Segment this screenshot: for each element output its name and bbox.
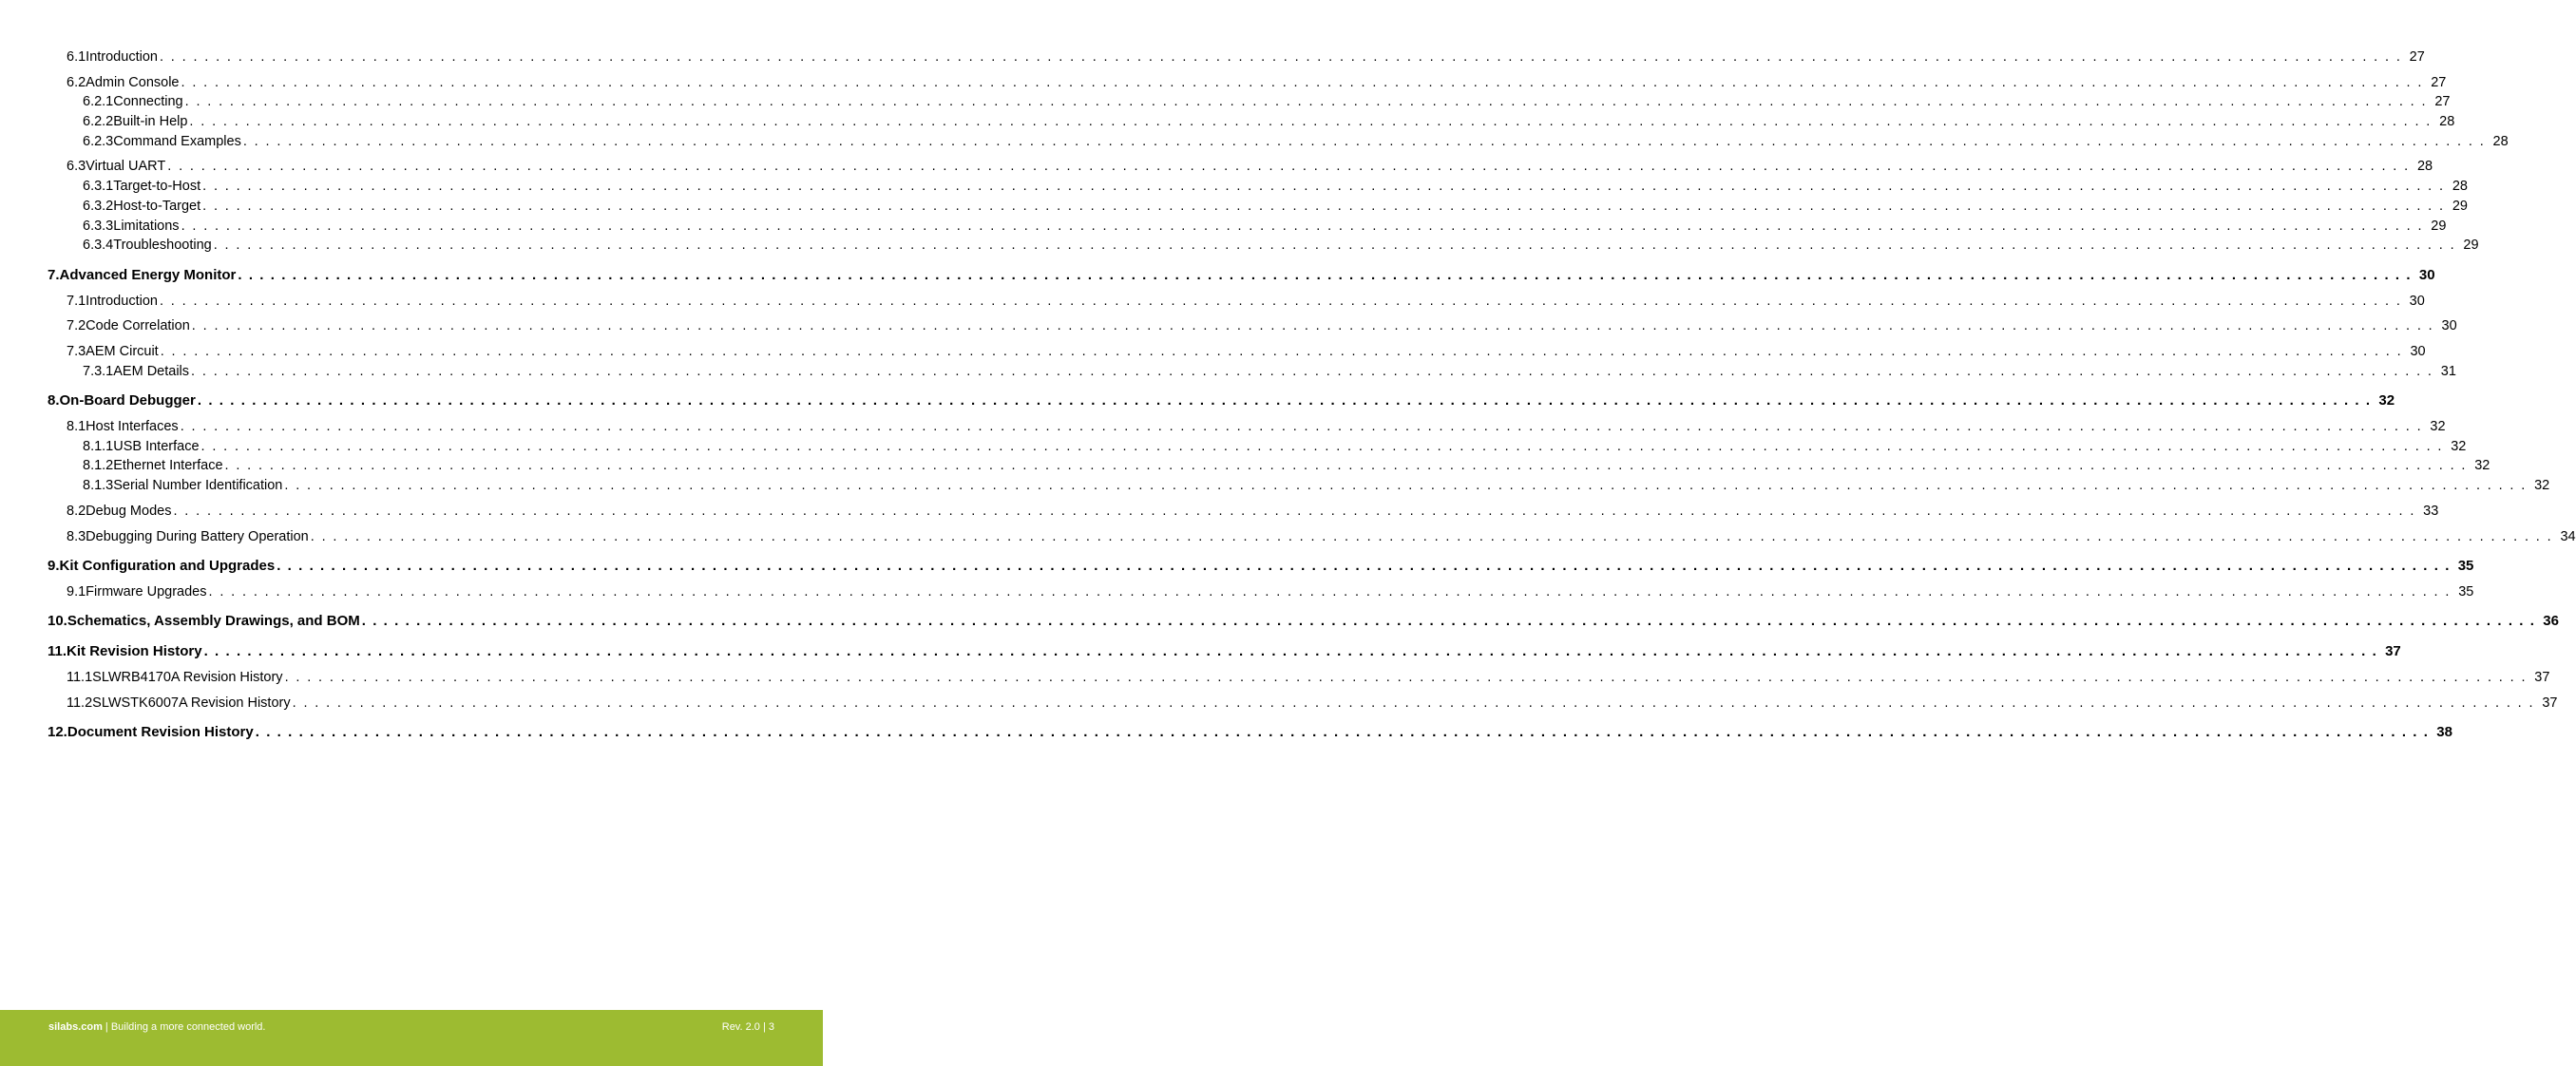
toc-entry-page[interactable]: 30: [2418, 267, 2435, 283]
toc-dot-leader: ........................................................................................................................................................................................................: [200, 439, 2450, 454]
toc-entry[interactable]: [67, 48, 2425, 66]
toc-dot-leader: ........................................................................................................................................................................................................: [180, 419, 2429, 434]
toc-entry-title[interactable]: AEM Circuit: [86, 344, 159, 359]
toc-entry[interactable]: [67, 158, 2433, 175]
toc-entry-page[interactable]: 32: [2451, 439, 2467, 454]
toc-entry-title[interactable]: Kit Configuration and Upgrades: [59, 558, 276, 574]
toc-dot-leader: ........................................................................................................................................................................................................: [284, 670, 2533, 685]
toc-entry-number: 8.1.2: [83, 458, 114, 473]
toc-dot-leader: ........................................................................................................................................................................................................: [159, 294, 2408, 309]
toc-entry-title[interactable]: Target-to-Host: [113, 179, 201, 194]
toc-entry[interactable]: [83, 198, 2468, 215]
footer-tagline: | Building a more connected world.: [102, 1021, 266, 1033]
toc-entry-number: 9.: [48, 558, 60, 574]
footer-branding: [48, 1021, 265, 1033]
toc-dot-leader: ........................................................................................................................................................................................................: [224, 458, 2473, 473]
toc-entry-title[interactable]: SLWSTK6007A Revision History: [92, 695, 291, 711]
toc-entry-page[interactable]: 37: [2534, 670, 2550, 685]
toc-entry-title[interactable]: Host Interfaces: [86, 419, 179, 434]
toc-entry-number: 12.: [48, 724, 67, 740]
toc-entry-title[interactable]: Introduction: [86, 294, 158, 309]
toc-entry-number: 7.1: [67, 294, 86, 309]
toc-entry[interactable]: [48, 613, 2559, 630]
toc-entry[interactable]: [67, 74, 2447, 91]
toc-entry-number: 6.3.4: [83, 238, 114, 253]
toc-entry-number: 6.2.3: [83, 134, 114, 149]
toc-entry[interactable]: [83, 218, 2447, 235]
toc-entry-title[interactable]: Kit Revision History: [67, 643, 202, 659]
toc-entry-page[interactable]: 28: [2416, 159, 2433, 174]
toc-entry-number: 8.3: [67, 529, 86, 544]
toc-entry-page[interactable]: 27: [2431, 75, 2447, 90]
toc-entry-number: 11.1: [67, 670, 93, 685]
toc-dot-leader: ........................................................................................................................................................................................................: [181, 75, 2430, 90]
toc-entry-number: 6.2: [67, 75, 86, 90]
toc-entry-number: 7.3.1: [83, 364, 114, 379]
toc-entry-title[interactable]: AEM Details: [113, 364, 190, 379]
toc-dot-leader: ........................................................................................................................................................................................................: [197, 392, 2377, 409]
toc-entry-page[interactable]: 30: [2441, 318, 2457, 333]
toc-entry-title[interactable]: Built-in Help: [113, 114, 188, 129]
toc-entry-number: 6.3.2: [83, 199, 114, 214]
toc-entry[interactable]: [48, 643, 2401, 660]
toc-entry-number: 11.2: [67, 695, 93, 711]
toc-entry-page[interactable]: 29: [2431, 219, 2447, 234]
toc-entry[interactable]: [67, 503, 2439, 520]
footer-site[interactable]: silabs.com: [48, 1021, 103, 1033]
toc-entry-title[interactable]: SLWRB4170A Revision History: [92, 670, 283, 685]
toc-entry[interactable]: [83, 363, 2456, 380]
toc-entry-page[interactable]: 29: [2463, 238, 2479, 253]
toc-entry[interactable]: [83, 113, 2455, 130]
toc-entry-page[interactable]: 32: [2430, 419, 2446, 434]
toc-entry-title[interactable]: Connecting: [113, 94, 183, 109]
toc-dot-leader: ........................................................................................................................................................................................................: [159, 49, 2408, 65]
toc-entry-number: 6.3.3: [83, 219, 114, 234]
toc-entry-page[interactable]: 30: [2409, 294, 2425, 309]
toc-entry-title[interactable]: Command Examples: [113, 134, 241, 149]
toc-entry-page[interactable]: 37: [2542, 695, 2558, 711]
toc-dot-leader: ........................................................................................................................................................................................................: [160, 344, 2409, 359]
toc-entry-number: 10.: [48, 613, 67, 629]
toc-entry-title[interactable]: Virtual UART: [86, 159, 166, 174]
toc-dot-leader: ........................................................................................................................................................................................................: [203, 643, 2384, 659]
toc-entry-number: 9.1: [67, 584, 86, 600]
toc-entry[interactable]: [83, 477, 2550, 494]
toc-entry-number: 6.1: [67, 49, 86, 65]
toc-entry[interactable]: [67, 317, 2457, 334]
toc-entry[interactable]: [48, 724, 2452, 741]
toc-dot-leader: ........................................................................................................................................................................................................: [284, 478, 2533, 493]
page-footer: [0, 1010, 823, 1066]
toc-dot-leader: ........................................................................................................................................................................................................: [242, 134, 2491, 149]
toc-entry[interactable]: [67, 695, 2558, 712]
toc-entry-title[interactable]: On-Board Debugger: [59, 392, 196, 409]
toc-entry-page[interactable]: 27: [2434, 94, 2451, 109]
toc-entry[interactable]: [67, 418, 2446, 435]
toc-entry-page[interactable]: 36: [2543, 613, 2559, 629]
toc-entry-page[interactable]: 32: [2534, 478, 2550, 493]
toc-entry-title[interactable]: Introduction: [86, 49, 158, 65]
toc-entry[interactable]: [67, 528, 2576, 545]
toc-entry-page[interactable]: 28: [2439, 114, 2455, 129]
toc-entry[interactable]: [83, 93, 2451, 110]
toc-entry-page[interactable]: 37: [2385, 643, 2401, 659]
toc-dot-leader: ........................................................................................................................................................................................................: [202, 179, 2451, 194]
toc-dot-leader: ........................................................................................................................................................................................................: [361, 613, 2542, 629]
toc-entry-number: 7.3: [67, 344, 86, 359]
toc-entry[interactable]: [83, 178, 2468, 195]
toc-dot-leader: ........................................................................................................................................................................................................: [184, 94, 2433, 109]
toc-dot-leader: ........................................................................................................................................................................................................: [167, 159, 2415, 174]
toc-entry-number: 8.1: [67, 419, 86, 434]
toc-dot-leader: ........................................................................................................................................................................................................: [255, 724, 2435, 740]
toc-entry-page[interactable]: 34: [2560, 529, 2576, 544]
toc-entry-page[interactable]: 35: [2458, 584, 2474, 600]
toc-entry-title[interactable]: Debugging During Battery Operation: [86, 529, 309, 544]
toc-entry-number: 8.: [48, 392, 60, 409]
toc-entry-page[interactable]: 29: [2452, 199, 2468, 214]
toc-entry[interactable]: [83, 133, 2509, 150]
toc-entry-title[interactable]: Schematics, Assembly Drawings, and BOM: [67, 613, 360, 629]
toc-dot-leader: ........................................................................................................................................................................................................: [202, 199, 2451, 214]
toc-dot-leader: ........................................................................................................................................................................................................: [189, 114, 2438, 129]
toc-entry[interactable]: [48, 267, 2435, 284]
toc-dot-leader: ........................................................................................................................................................................................................: [213, 238, 2462, 253]
toc-entry-number: 6.2.1: [83, 94, 114, 109]
toc-entry-page[interactable]: 28: [2492, 134, 2509, 149]
toc-dot-leader: ........................................................................................................................................................................................................: [208, 584, 2457, 600]
toc-entry[interactable]: [67, 669, 2550, 686]
toc-entry-number: 8.1.1: [83, 439, 114, 454]
toc-dot-leader: ........................................................................................................................................................................................................: [292, 695, 2541, 711]
toc-entry-title[interactable]: Serial Number Identification: [113, 478, 283, 493]
footer-revision: Rev. 2.0 | 3: [721, 1021, 774, 1033]
toc-entry-number: 7.2: [67, 318, 86, 333]
toc-entry-title[interactable]: Admin Console: [86, 75, 180, 90]
toc-entry-page[interactable]: 32: [2474, 458, 2490, 473]
toc-entry[interactable]: [83, 438, 2467, 455]
toc-entry-title[interactable]: Firmware Upgrades: [86, 584, 207, 600]
toc-entry-title[interactable]: Debug Modes: [86, 504, 172, 519]
toc-entry-page[interactable]: 31: [2440, 364, 2456, 379]
toc-entry-number: 6.2.2: [83, 114, 114, 129]
toc-entry-title[interactable]: Code Correlation: [86, 318, 190, 333]
toc-entry-number: 6.3: [67, 159, 86, 174]
toc-entry[interactable]: [67, 343, 2426, 360]
toc-entry-title[interactable]: Advanced Energy Monitor: [59, 267, 237, 283]
toc-entry-number: 8.1.3: [83, 478, 114, 493]
toc-entry-number: 11.: [48, 643, 67, 659]
toc-entry-page[interactable]: 38: [2436, 724, 2452, 740]
toc-entry[interactable]: [83, 237, 2479, 254]
toc-entry[interactable]: [48, 558, 2474, 575]
toc-dot-leader: ........................................................................................................................................................................................................: [191, 364, 2439, 379]
toc-dot-leader: ........................................................................................................................................................................................................: [238, 267, 2417, 283]
toc-entry-page[interactable]: 30: [2410, 344, 2426, 359]
toc-entry-page[interactable]: 33: [2423, 504, 2439, 519]
toc-dot-leader: ........................................................................................................................................................................................................: [310, 529, 2559, 544]
toc-entry-page[interactable]: 35: [2457, 558, 2474, 574]
toc-dot-leader: ........................................................................................................................................................................................................: [181, 219, 2430, 234]
toc-entry-page[interactable]: 27: [2409, 49, 2425, 65]
toc-entry[interactable]: [83, 457, 2490, 474]
toc-entry[interactable]: [67, 583, 2474, 600]
toc-entry-title[interactable]: Host-to-Target: [113, 199, 201, 214]
toc-entry-page[interactable]: 28: [2452, 179, 2468, 194]
toc-dot-leader: ........................................................................................................................................................................................................: [191, 318, 2440, 333]
toc-entry-number: 6.3.1: [83, 179, 114, 194]
toc-entry-title[interactable]: Document Revision History: [67, 724, 254, 740]
toc-entry-title[interactable]: Ethernet Interface: [113, 458, 223, 473]
toc-entry-title[interactable]: USB Interface: [113, 439, 200, 454]
toc-entry[interactable]: [67, 293, 2425, 310]
toc-entry-title[interactable]: Limitations: [113, 219, 180, 234]
toc-entry[interactable]: [48, 392, 2395, 409]
toc-entry-number: 8.2: [67, 504, 86, 519]
toc-dot-leader: ........................................................................................................................................................................................................: [173, 504, 2422, 519]
toc-entry-page[interactable]: 32: [2378, 392, 2395, 409]
toc-entry-number: 7.: [48, 267, 60, 283]
toc-entry-title[interactable]: Troubleshooting: [113, 238, 212, 253]
toc-dot-leader: ........................................................................................................................................................................................................: [277, 558, 2456, 574]
